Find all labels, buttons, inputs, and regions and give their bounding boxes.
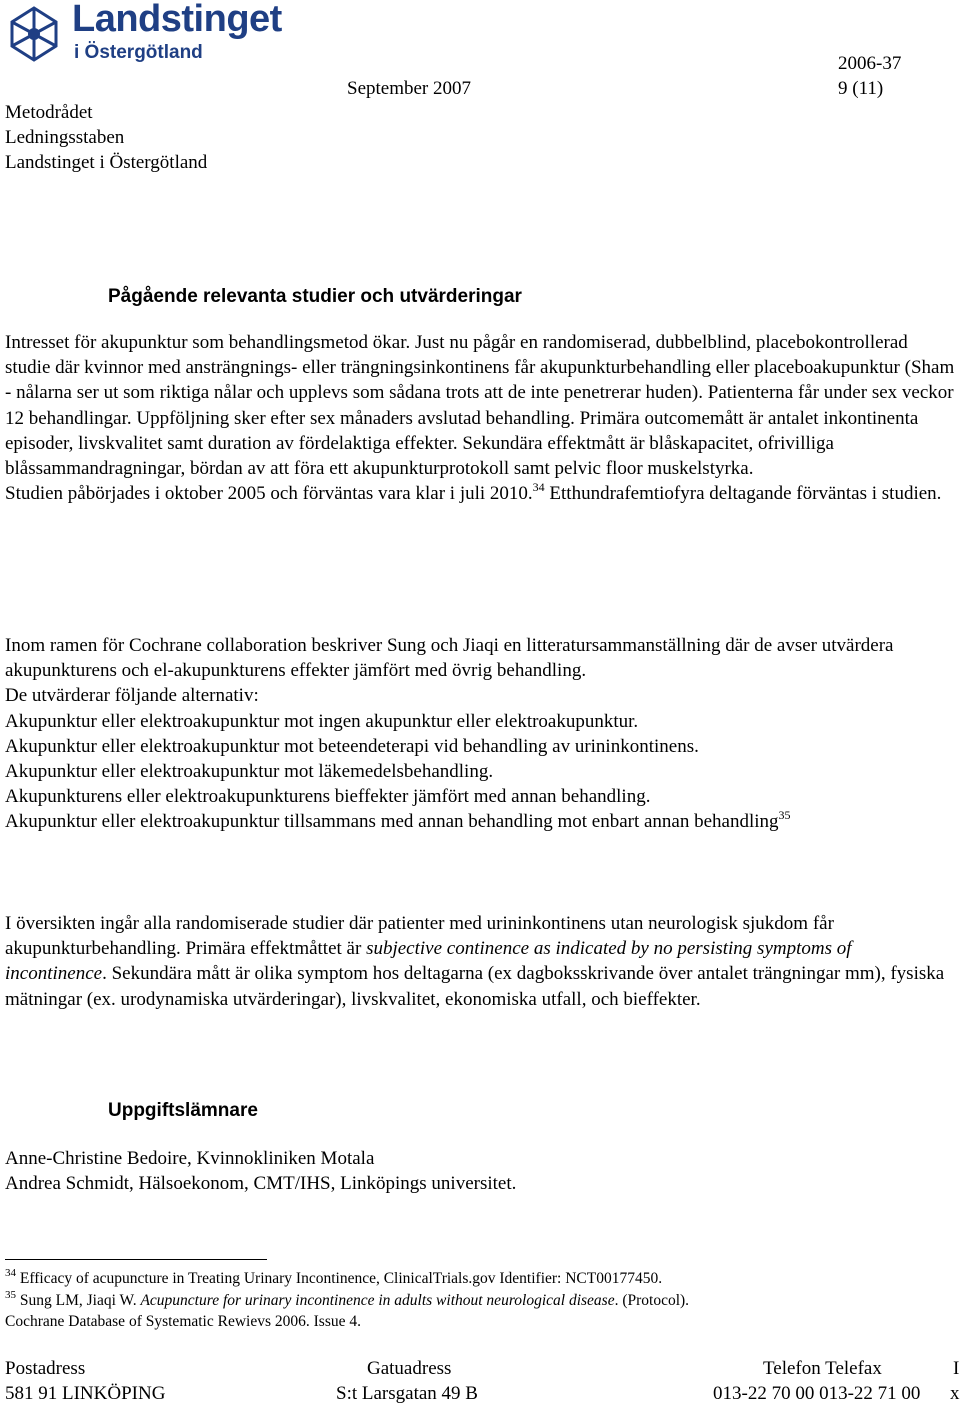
footer-postadress-value: 581 91 LINKÖPING [5, 1383, 166, 1404]
footer-cut-value: x [950, 1383, 960, 1404]
logo-subtitle: i Östergötland [74, 42, 203, 63]
logo-name: Landstinget [72, 0, 282, 40]
footnote-ref-35: 35 [778, 808, 791, 823]
body-studies [5, 330, 955, 506]
body-cochrane [5, 633, 955, 835]
paragraph-overview-end: . Sekundära mått är olika symptom hos deltagarna (ex dagboksskrivande över antalet trängningar mm), fysiska mätningar (ex. urodynamiska utvärderingar), livskvalitet, ekonomiska utfall, och bieffekter. [5, 963, 945, 1010]
footnote-35-number: 35 [5, 1288, 16, 1301]
list-item-last-text: Akupunktur eller elektroakupunktur tillsammans med annan behandling mot enbart annan behandling [5, 811, 779, 833]
header-doc-number: 2006-37 [838, 53, 902, 74]
section-heading-contributors: Uppgiftslämnare [108, 1100, 258, 1121]
contributor-line: Andrea Schmidt, Hälsoekonom, CMT/IHS, Linköpings universitet. [5, 1173, 517, 1194]
footnote-34 [5, 1268, 662, 1289]
footnote-35 [5, 1290, 689, 1311]
paragraph-intro: Intresset för akupunktur som behandlingsmetod ökar. Just nu pågår en randomiserad, dubbelblind, placebokontrollerad studie där kvinnor med ansträngnings- eller trängningsinkontinens får akupunkturbehandling eller placeboakupunktur (Sham - nålarna ser ut som riktiga nålar och upplevs som sådana trots att de inte penetrerar huden). Patienterna får under sex veckor 12 behandlingar. Uppföljning sker efter sex månaders avslutad behandling. Primära outcomemått är antalet inkontinenta episoder, livskvalitet samt duration av fördelaktiga effekter. Sekundära effektmått är blåskapacitet, ofrivilliga blåssammandragningar, bördan av att föra ett akupunkturprotokoll samt pelvic floor muskelstyrka. [5, 332, 955, 480]
list-item-last [5, 809, 955, 834]
list-intro: De utvärderar följande alternativ: [5, 685, 259, 707]
footnote-35-text-start: Sung LM, Jiaqi W. [16, 1292, 141, 1309]
footnote-34-number: 34 [5, 1266, 16, 1279]
footnote-35-title: Acupuncture for urinary incontinence in adults without neurological disease [140, 1292, 615, 1309]
section-heading-studies: Pågående relevanta studier och utvärderingar [108, 286, 522, 307]
footnote-35-text-end: . (Protocol). [614, 1292, 690, 1309]
footer-postadress-label: Postadress [5, 1358, 86, 1379]
footer-gatuadress-value: S:t Larsgatan 49 B [336, 1383, 478, 1404]
paragraph-study-dates [5, 481, 955, 506]
paragraph-overview-start: I översikten ingår alla randomiserade studier där patienter med urininkontinens utan neurologisk sjukdom får akupunkturbehandling. Primära effektmåttet är [5, 913, 834, 960]
footnote-separator [5, 1259, 267, 1260]
paragraph-cochrane: Inom ramen för Cochrane collaboration beskriver Sung och Jiaqi en litteratursammanställning där de avser utvärdera akupunkturens och el-akupunkturens effekter jämfört med övrig behandling. [5, 635, 894, 682]
header-org-line-3: Landstinget i Östergötland [5, 152, 208, 173]
paragraph-study-dates-start: Studien påbörjades i oktober 2005 och förväntas vara klar i juli 2010. [5, 483, 533, 505]
footer-cut-label: I [953, 1358, 960, 1379]
list-item: Akupunktur eller elektroakupunktur mot ingen akupunktur eller elektroakupunktur. [5, 710, 639, 732]
list-item: Akupunktur eller elektroakupunktur mot läkemedelsbehandling. [5, 761, 494, 783]
footer-telefon-label: Telefon Telefax [763, 1358, 882, 1379]
header-org-line-1: Metodrådet [5, 102, 93, 123]
footnote-34-text: Efficacy of acupuncture in Treating Urinary Incontinence, ClinicalTrials.gov Identifier: NCT00177450. [16, 1270, 663, 1287]
footnote-ref-34: 34 [532, 479, 545, 494]
header-date: September 2007 [347, 78, 472, 99]
list-item: Akupunkturens eller elektroakupunkturens bieffekter jämfört med annan behandling. [5, 786, 651, 808]
logo [4, 2, 294, 68]
body-overview [5, 911, 955, 1012]
contributor-line: Anne-Christine Bedoire, Kvinnokliniken Motala [5, 1148, 375, 1169]
paragraph-overview-italic: subjective continence as indicated by no persisting symptoms of incontinence [5, 938, 852, 985]
header-page-number: 9 (11) [838, 78, 884, 99]
landstinget-emblem-icon [4, 4, 64, 64]
footer-gatuadress-label: Gatuadress [367, 1358, 452, 1379]
footnote-35-line-2: Cochrane Database of Systematic Rewievs 2006. Issue 4. [5, 1313, 361, 1330]
footer-telefon-value: 013-22 70 00 013-22 71 00 [713, 1383, 921, 1404]
list-item: Akupunktur eller elektroakupunktur mot beteendeterapi vid behandling av urininkontinens. [5, 735, 699, 757]
header-org-line-2: Ledningsstaben [5, 127, 125, 148]
paragraph-overview [5, 911, 955, 1012]
paragraph-study-dates-end: Etthundrafemtiofyra deltagande förväntas i studien. [544, 483, 942, 505]
